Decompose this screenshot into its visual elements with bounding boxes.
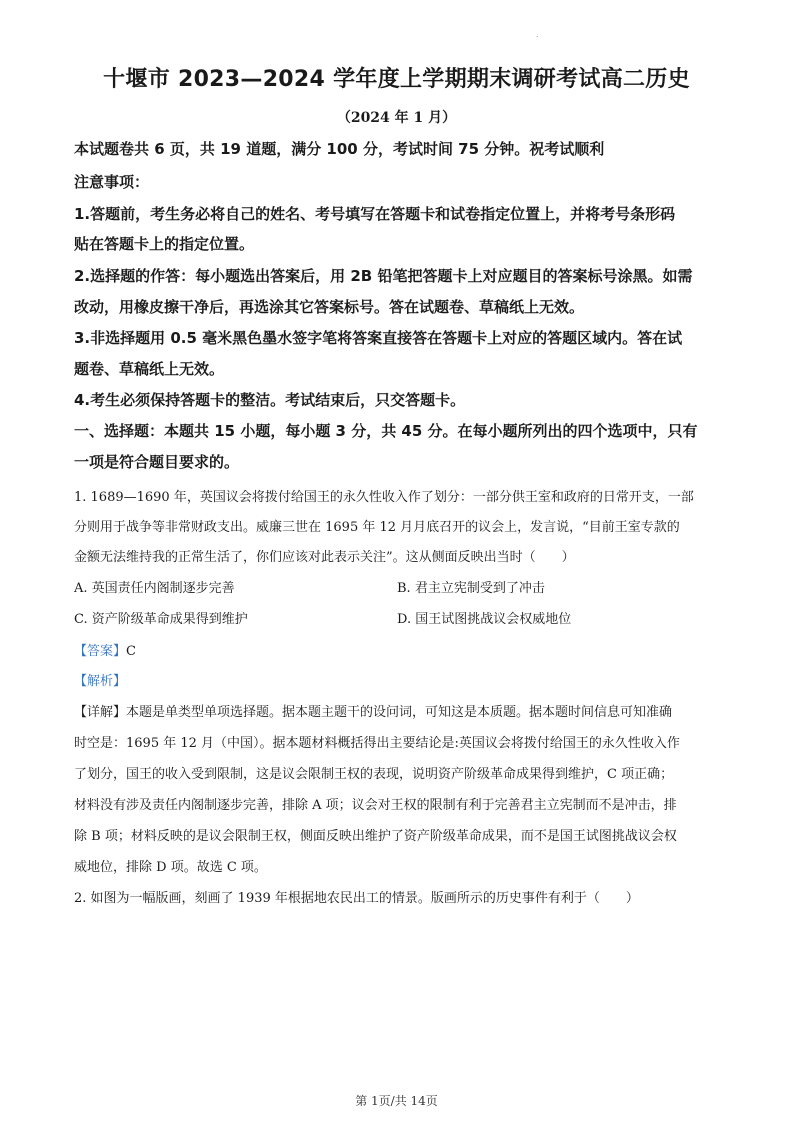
- option-c: C. 资产阶级革命成果得到维护: [74, 612, 248, 627]
- intro-line: 本试题卷共 6 页，共 19 道题，满分 100 分，考试时间 75 分钟。祝考试顺利: [74, 140, 605, 158]
- question1-stem: 金额无法维持我的正常生活了，你们应该对此表示关注”。这从侧面反映出当时（ ）: [74, 550, 575, 565]
- question1-stem: 分则用于战争等非常财政支出。威廉三世在 1695 年 12 月月底召开的议会上，发言说，“目前王室专款的: [74, 520, 680, 535]
- answer-value: C: [126, 644, 136, 659]
- detail-line: [74, 701, 734, 720]
- detail-line: 除 B 项；材料反映的是议会限制王权，侧面反映出维护了资产阶级革命成果，而不是国王试图挑战议会权: [74, 829, 677, 844]
- question2-stem: 2. 如图为一幅版画，刻画了 1939 年根据地农民出工的情景。版画所示的历史事件有利于（ ）: [74, 891, 639, 906]
- section-heading: 一、选择题：本题共 15 小题，每小题 3 分，共 45 分。在每小题所列出的四个选项中，只有: [74, 422, 698, 440]
- notice-item: 贴在答题卡上的指定位置。: [74, 235, 255, 253]
- page-title: 十堰市 2023—2024 学年度上学期期末调研考试高二历史: [103, 67, 690, 92]
- detail-line: 材料没有涉及责任内阁制逐步完善，排除 A 项；议会对王权的限制有利于完善君主立宪制而不是冲击，排: [74, 798, 677, 813]
- analysis-tag: 【解析】: [74, 674, 127, 689]
- notice-item: 改动，用橡皮擦干净后，再选涂其它答案标号。答在试题卷、草稿纸上无效。: [74, 298, 585, 316]
- option-b: B. 君主立宪制受到了冲击: [397, 581, 545, 596]
- notice-item: 题卷、草稿纸上无效。: [74, 360, 225, 378]
- answer-tag: 【答案】: [74, 644, 127, 659]
- scan-dot: .: [536, 30, 539, 39]
- detail-text: 本题是单类型单项选择题。据本题主题干的设问词，可知这是本质题。据本题时间信息可知准确: [126, 705, 673, 720]
- question1-stem: 1. 1689—1690 年，英国议会将拨付给国王的永久性收入作了划分：一部分供王室和政府的日常开支，一部: [74, 490, 694, 505]
- detail-line: 威地位，排除 D 项。故选 C 项。: [74, 860, 267, 875]
- option-d: D. 国王试图挑战议会权威地位: [397, 612, 572, 627]
- section-heading: 一项是符合题目要求的。: [74, 453, 240, 471]
- exam-date: （2024 年 1 月）: [336, 110, 457, 126]
- notice-heading: 注意事项：: [74, 173, 150, 191]
- answer-line: [74, 640, 136, 659]
- notice-item: 1.答题前，考生务必将自己的姓名、考号填写在答题卡和试卷指定位置上，并将考号条形码: [74, 205, 676, 223]
- notice-item: 4.考生必须保持答题卡的整洁。考试结束后，只交答题卡。: [74, 391, 466, 409]
- notice-item: 2.选择题的作答：每小题选出答案后，用 2B 铅笔把答题卡上对应题目的答案标号涂黑。如需: [74, 267, 693, 285]
- detail-line: 了划分，国王的收入受到限制，这是议会限制王权的表现，说明资产阶级革命成果得到维护，C 项正确；: [74, 767, 674, 782]
- detail-tag: 【详解】: [74, 705, 127, 720]
- notice-item: 3.非选择题用 0.5 毫米黑色墨水签字笔将答案直接答在答题卡上对应的答题区域内。答在试: [74, 329, 683, 347]
- detail-line: 时空是：1695 年 12 月（中国）。据本题材料概括得出主要结论是:英国议会将拨付给国王的永久性收入作: [74, 736, 680, 751]
- page-number: 第 1页/共 14页: [355, 1094, 438, 1108]
- option-a: A. 英国责任内阁制逐步完善: [74, 581, 235, 596]
